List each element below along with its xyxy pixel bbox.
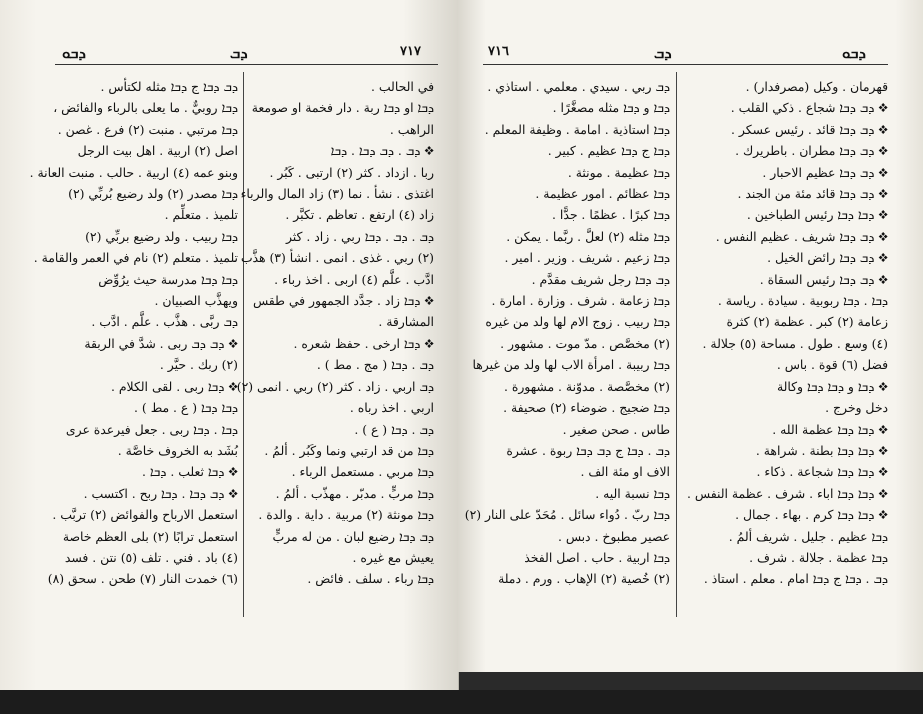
entry-line: ❖ ܕܒܐ ܕܒܐ عظمة الله . <box>772 421 888 437</box>
entry-line: ❖ ܕܒܐ ܕܒܐ اباء . شرف . عظمة النفس . <box>687 485 888 501</box>
entry-line: ربا . ازداد . كثر (٢) ارتبى . كَبُر . <box>269 164 434 180</box>
entry-line: ❖ ܕܒܐ ܕܒܐ بطنة . شراهة . <box>755 442 888 458</box>
entry-line: ܕܒܐ او ܕܒܐ ربة . دار فخمة او صومعة <box>251 100 434 116</box>
entry-line: ❖ ܕܒܐ ارخى . حفظ شعره . <box>293 335 434 351</box>
entry-line: ܕܒܐ ربّ . دُواء سائل . مُحَدّ على النار (٢) <box>464 507 670 523</box>
right-page <box>458 0 923 672</box>
entry-line: ❖ ܕܒ ܕܒܐ شجاع . ذكي القلب . <box>730 100 888 116</box>
right-page-header-center: ܕܒ <box>654 44 672 62</box>
entry-line: (٢) ربي . غذى . انمى . انشأ (٣) هذَّب . <box>232 250 434 266</box>
entry-line: استعمل الارباح والفوائض (٢) تربَّب . <box>52 507 238 523</box>
right-column-divider <box>676 72 677 617</box>
right-page-number: ٧١٦ <box>488 44 509 59</box>
entry-line: ܕܒ . ܕܒ . ܕܒܐ ربي . زاد . كثر <box>285 228 434 244</box>
entry-line: ܕܒܐ زعامة . شرف . وزارة . امارة . <box>491 293 670 309</box>
entry-line: ܕܒܐ زعيم . شريف . وزير . امير . <box>504 250 670 266</box>
entry-line: ܕܒܐ ربيب . زوج الام لها ولد من غيره <box>485 314 670 330</box>
entry-line: ܕܒ . ܕܒܐ ج ܕܒܐ امام . معلم . استاذ . <box>703 571 888 587</box>
entry-line: ܕܒ ܕܒܐ رجل شريف مقدَّم . <box>531 271 670 287</box>
entry-line: زاد (٤) ارتفع . تعاظم . تكبَّر . <box>285 207 434 223</box>
entry-line: ❖ ܕܒ ܕܒܐ قائد مئة من الجند . <box>737 186 888 202</box>
left-column-divider <box>243 72 244 617</box>
entry-line: استعمل ترابًا (٢) بلى العظم خاصة <box>62 528 238 544</box>
entry-line: ܕܒܐ مربٍّ . مدبّر . مهذّب . ألمُ . <box>275 485 434 501</box>
entry-line: زعامة (٢) كبر . عظمة (٢) كثرة <box>726 314 888 330</box>
entry-line: ܕܒܐ ܕܒܐ ( ع . مط ) . <box>134 400 238 416</box>
left-page-col-left <box>29 76 238 590</box>
right-page-col-right <box>684 76 888 590</box>
entry-line: ❖ ܕܒ ܕܒܐ عظيم الاحبار . <box>762 164 888 180</box>
entry-line: ܕܒܐ ܕܒܐ مدرسة حيث يرُوِّض <box>98 271 238 287</box>
entry-line: ܕܒܐ مصدر (٢) ولد رضيع بُربِّي (٢) <box>68 186 238 202</box>
entry-line: تلميذ . متعلم (٢) نام في العمر والقامة . <box>33 250 238 266</box>
left-page-number: ٧١٧ <box>400 44 421 59</box>
left-page-header-center: ܕܒ <box>230 44 248 62</box>
entry-line: ܕܒܐ عظائم . امور عظيمة . <box>535 186 670 202</box>
entry-line: ܕܒܐ ضجيج . ضوضاء (٢) صحيفة . <box>503 400 670 416</box>
entry-line: وبنو عمه (٤) اربية . حالب . منبت العانة . <box>29 164 238 180</box>
entry-line: قهرمان . وكيل (مصرفدار) . <box>745 79 888 94</box>
entry-line: فضل (٦) قوة . باس . <box>776 357 888 373</box>
entry-line: في الحالب . <box>371 79 434 94</box>
entry-line: ܕܒܐ من قد ارتبي ونما وكَبُر . ألمُ . <box>264 442 434 458</box>
entry-line: ܕܒܐ عظمة . جلالة . شرف . <box>749 549 888 565</box>
entry-line: ܕܒܐ عظيم . جليل . شريف ألمُ . <box>728 528 888 544</box>
scan-bottom-edge <box>0 690 923 714</box>
entry-line: ❖ ܕܒ . ܕܒ ܕܒܐ . ܕܒܐ <box>330 143 434 159</box>
left-header-rule <box>55 64 438 65</box>
entry-line: (٦) خمدت النار (٧) طحن . سحق (٨) <box>47 571 238 587</box>
entry-line: ❖ ܕܒܐ ܕܒܐ شجاعة . ذكاء . <box>756 464 888 480</box>
entry-line: ܕܒܐ روبيٌّ . ما يعلى بالرباء والفائض ، <box>53 100 238 116</box>
entry-line: ❖ ܕܒܐ ربى . لقى الكلام . <box>111 378 238 394</box>
entry-line: ❖ ܕܒ ܕܒܐ . ܕܒܐ ربح . اكتسب . <box>83 485 238 501</box>
entry-line: ❖ ܕܒ ܕܒܐ شريف . عظيم النفس . <box>715 228 888 244</box>
entry-line: ܕܒ . ܕܒܐ ( مج . مط ) . <box>316 357 434 373</box>
entry-line: ويهذَّب الصبيان . <box>154 293 238 309</box>
entry-line: دخل وخرج . <box>825 400 888 416</box>
entry-line: المشارقة . <box>378 314 434 330</box>
entry-line: ܕܒܐ مونثة (٢) مربية . داية . والدة . <box>258 507 434 523</box>
entry-line: طاس . صحن صغير . <box>562 421 670 437</box>
entry-line: ❖ ܕܒܐ زاد . جدَّد الجمهور في طقس <box>252 293 434 309</box>
entry-line: تلميذ . متعلِّم . <box>164 207 238 223</box>
entry-line: (٤) وسع . طول . مساحة (٥) جلالة . <box>702 335 888 351</box>
entry-line: ܕܒ . ܕܒܐ ج ܕܒ ܕܒܐ ربوة . عشرة <box>506 442 670 458</box>
entry-line: ܕܒ اربي . زاد . كثر (٢) ربي . انمى (٢) <box>236 378 434 394</box>
entry-line: ܕܒܐ اربية . حاب . اصل الفخذ <box>524 549 670 565</box>
entry-line: ܕܒܐ رباء . سلف . فائض . <box>307 571 434 587</box>
entry-line: اربي . اخذ رباه . <box>349 400 434 416</box>
entry-line: ❖ ܕܒ ܕܒܐ مطران . باطريرك . <box>735 143 888 159</box>
left-page-col-right <box>232 76 434 590</box>
entry-line: يعيش مع غيره . <box>352 549 434 565</box>
entry-line: (٢) مخصَّص . مدّ موت . مشهور . <box>500 335 670 351</box>
entry-line: ܕܒܐ و ܕܒܐ مثله مصغَّرًا . <box>552 100 670 116</box>
entry-line: ܕܒܐ نسبة اليه . <box>595 485 670 501</box>
entry-line: ܕܒܐ كبرًا . عظمًا . جدًّا . <box>552 207 670 223</box>
left-page-header-left: ܕܒܘ <box>62 44 86 62</box>
entry-line: ܕܒܐ . ܕܒܐ ربى . جعل فيرعدة عرى <box>65 421 238 437</box>
entry-line: ܕܒ ܕܒܐ رضيع لبان . من له مربٍّ <box>272 528 434 544</box>
entry-line: ܕܒܐ مربي . مستعمل الرباء . <box>291 464 434 480</box>
entry-line: ❖ ܕܒ ܕܒܐ قائد . رئيس عسكر . <box>731 121 888 137</box>
entry-line: ܕܒ ربَّى . هذَّب . علَّم . ادَّب . <box>91 314 238 330</box>
entry-line: ܕܒܐ ج ܕܒܐ عظيم . كبير . <box>547 143 670 159</box>
entry-line: ❖ ܕܒܐ و ܕܒܐ ܕܒܐ وكالة <box>776 378 888 394</box>
entry-line: اغتذى . نشأ . نما (٣) زاد المال والرباء . <box>232 186 434 202</box>
entry-line: ܕܒ . ܕܒܐ ( ع ) . <box>354 421 434 437</box>
entry-line: (٢) مخصَّصة . مدوّنة . مشهورة . <box>503 378 670 394</box>
entry-line: ܕܒܐ ربيب . ولد رضيع بربِّي (٢) <box>85 228 238 244</box>
entry-line: (٢) ربك . حيَّر . <box>159 357 238 373</box>
entry-line: ܕܒ ربي . سيدي . معلمي . استاذي . <box>487 79 670 94</box>
entry-line: ❖ ܕܒ ܕܒܐ رائض الخيل . <box>767 250 888 266</box>
entry-line: ܕܒܐ ربيبة . امرأة الاب لها ولد من غيرها <box>472 357 670 373</box>
entry-line: ❖ ܕܒ ܕܒܐ رئيس السقاة . <box>759 271 888 287</box>
entry-line: ادَّب . علَّم (٤) اربى . اخذ رباء . <box>274 271 434 287</box>
entry-line: ❖ ܕܒܐ ܕܒܐ كرم . بهاء . جمال . <box>735 507 888 523</box>
entry-line: ܕܒܐ استاذية . امامة . وظيفة المعلم . <box>484 121 670 137</box>
entry-line: الراهب . <box>389 121 434 137</box>
entry-line: ❖ ܕܒܐ ܕܒܐ رئيس الطباخين . <box>746 207 888 223</box>
entry-line: ܕܒܐ . ܕܒܐ ربوبية . سيادة . رياسة . <box>717 293 888 309</box>
entry-line: ܕܒܐ مثله (٢) لعلَّ . ربَّما . يمكن . <box>506 228 670 244</box>
entry-line: ❖ ܕܒ ܕܒ ربى . شدَّ في الربقة <box>84 335 238 351</box>
right-header-rule <box>483 64 888 65</box>
entry-line: ❖ ܕܒܐ ثعلب . ܕܒܐ . <box>141 464 238 480</box>
entry-line: ܕܒܐ عظيمة . مونثة . <box>567 164 670 180</box>
right-page-header-right: ܕܒܘ <box>842 44 866 62</box>
entry-line: اصل (٢) اربية . اهل بيت الرجل <box>77 143 238 159</box>
entry-line: الاف او مئة الف . <box>580 464 670 480</box>
entry-line: (٢) خُصية (٢) الإهاب . ورم . دملة <box>498 571 670 587</box>
entry-line: ܕܒܐ مرتبي . منبت (٢) فرع . غصن . <box>57 121 238 137</box>
right-page-col-left <box>464 76 670 590</box>
entry-line: (٤) باد . فني . تلف (٥) نتن . فسد <box>64 549 238 565</box>
entry-line: عصير مطبوخ . دبس . <box>557 528 670 544</box>
entry-line: ܕܒ ܕܒܐ ج ܕܒܐ مثله لكتأس . <box>100 79 238 94</box>
entry-line: بُشَد به الخروف خاصَّة . <box>117 442 238 458</box>
left-page <box>0 0 459 690</box>
